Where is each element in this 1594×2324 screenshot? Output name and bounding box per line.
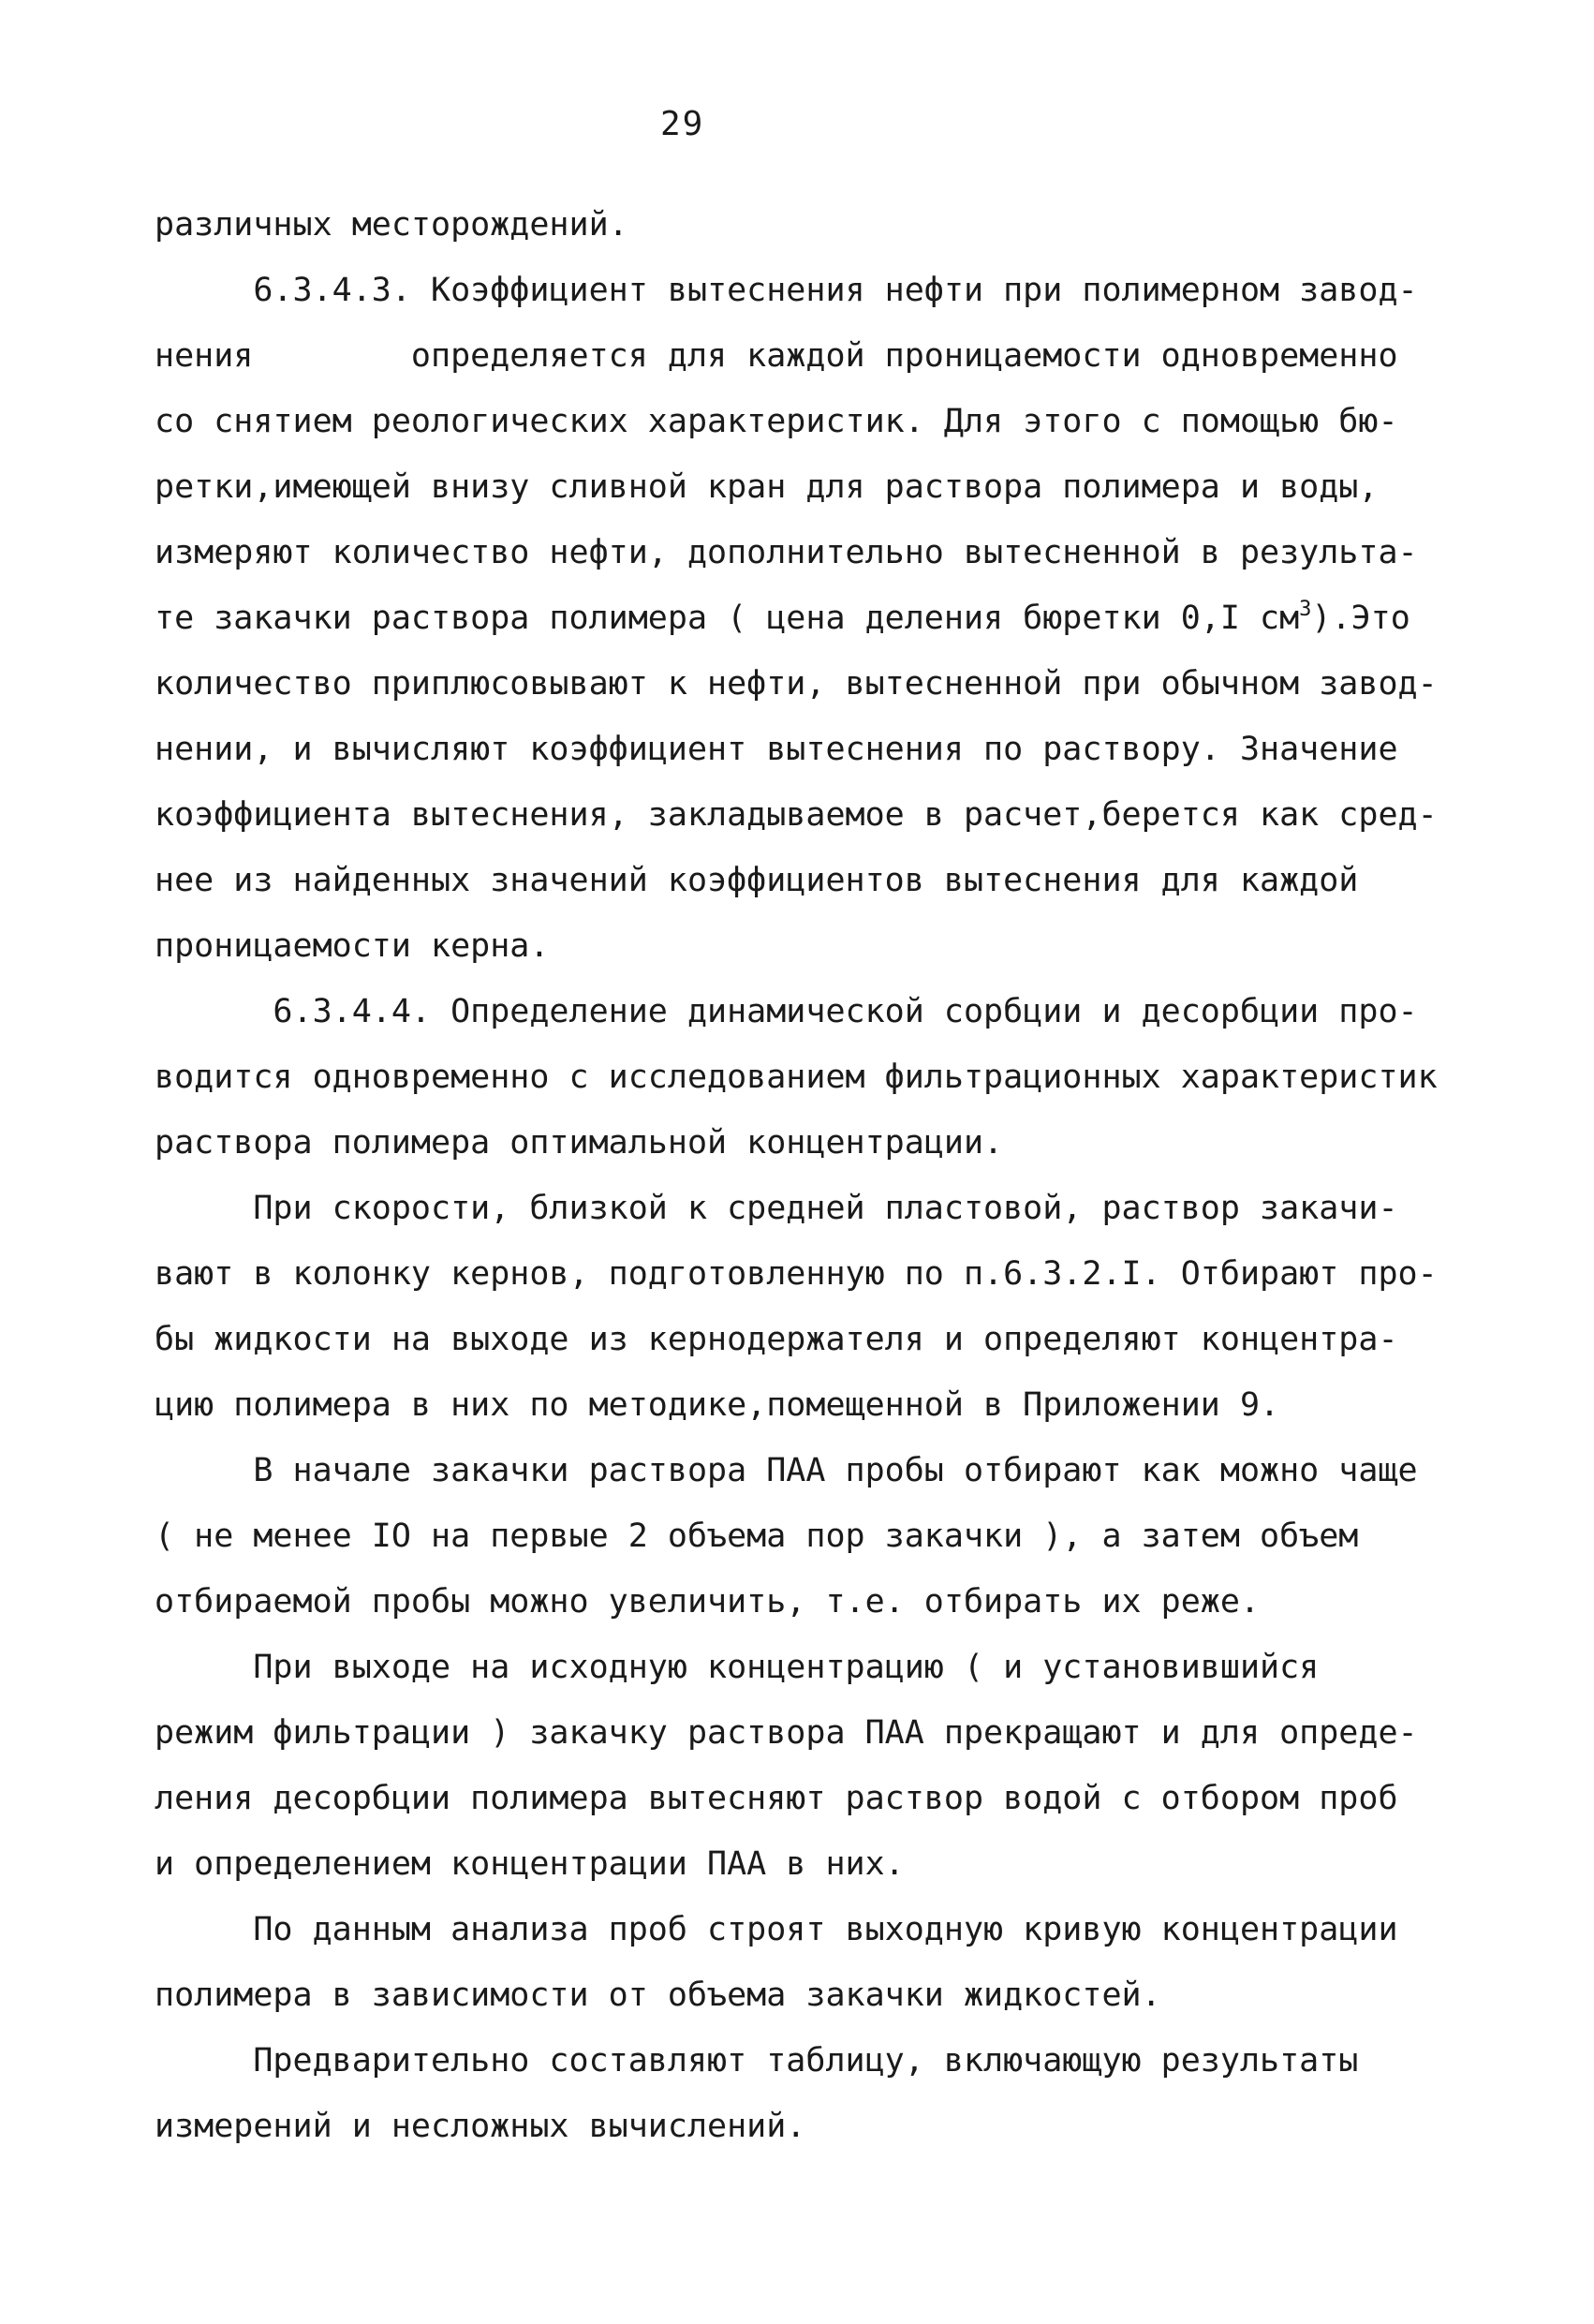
text-line: 6.3.4.3. Коэффициент вытеснения нефти при полимерном завод- xyxy=(155,272,1418,309)
superscript: 3 xyxy=(1299,598,1312,621)
text-line: проницаемости керна. xyxy=(155,927,550,965)
text-line: В начале закачки раствора ПАА пробы отбирают как можно чаще xyxy=(155,1452,1418,1489)
text-line: бы жидкости на выходе из кернодержателя и определяют концентра- xyxy=(155,1321,1398,1358)
text-line: и определением концентрации ПАА в них. xyxy=(155,1845,905,1883)
text-line: По данным анализа проб строят выходную кривую концентрации xyxy=(155,1911,1398,1948)
page-number: 29 xyxy=(660,105,705,143)
text-line: отбираемой пробы можно увеличить, т.е. отбирать их реже. xyxy=(155,1583,1261,1621)
text-line: водится одновременно с исследованием фильтрационных характеристик xyxy=(155,1058,1438,1096)
text-line: ( не менее IO на первые 2 объема пор закачки ), а затем объем xyxy=(155,1517,1359,1555)
text-line: полимера в зависимости от объема закачки жидкостей. xyxy=(155,1976,1161,2014)
text-line: количество приплюсовывают к нефти, вытесненной при обычном завод- xyxy=(155,665,1438,703)
text-line: При скорости, близкой к средней пластовой, раствор закачи- xyxy=(155,1190,1398,1227)
text-line: цию полимера в них по методике,помещенной в Приложении 9. xyxy=(155,1386,1280,1424)
text-line: раствора полимера оптимальной концентрации. xyxy=(155,1124,1004,1162)
text-line: Предварительно составляют таблицу, включающую результаты xyxy=(155,2042,1359,2080)
text-line: нения определяется для каждой проницаемости одновременно xyxy=(155,337,1398,375)
text-line-head: те закачки раствора полимера ( цена деления бюретки 0,I см xyxy=(155,600,1300,637)
text-line: 6.3.4.4. Определение динамической сорбции и десорбции про- xyxy=(155,993,1418,1030)
text-line: ретки,имеющей внизу сливной кран для раствора полимера и воды, xyxy=(155,468,1379,506)
text-line: нении, и вычисляют коэффициент вытеснения по раствору. Значение xyxy=(155,731,1398,768)
text-line: режим фильтрации ) закачку раствора ПАА прекращают и для опреде- xyxy=(155,1714,1418,1752)
text-line: При выходе на исходную концентрацию ( и установившийся xyxy=(155,1649,1320,1686)
text-line: измерений и несложных вычислений. xyxy=(155,2108,806,2145)
text-line: измеряют количество нефти, дополнительно вытесненной в результа- xyxy=(155,534,1418,571)
text-line: вают в колонку кернов, подготовленную по п.6.3.2.I. Отбирают про- xyxy=(155,1255,1438,1293)
text-line-with-superscript xyxy=(155,585,1466,651)
text-line: коэффициента вытеснения, закладываемое в расчет,берется как сред- xyxy=(155,796,1438,834)
text-line: со снятием реологических характеристик. Для этого с помощью бю- xyxy=(155,403,1398,440)
text-line-tail: ).Это xyxy=(1311,600,1410,637)
body-text xyxy=(155,192,1466,2159)
text-line: нее из найденных значений коэффициентов вытеснения для каждой xyxy=(155,862,1359,899)
text-line: различных месторождений. xyxy=(155,206,628,244)
text-line: ления десорбции полимера вытесняют раствор водой с отбором проб xyxy=(155,1780,1398,1817)
